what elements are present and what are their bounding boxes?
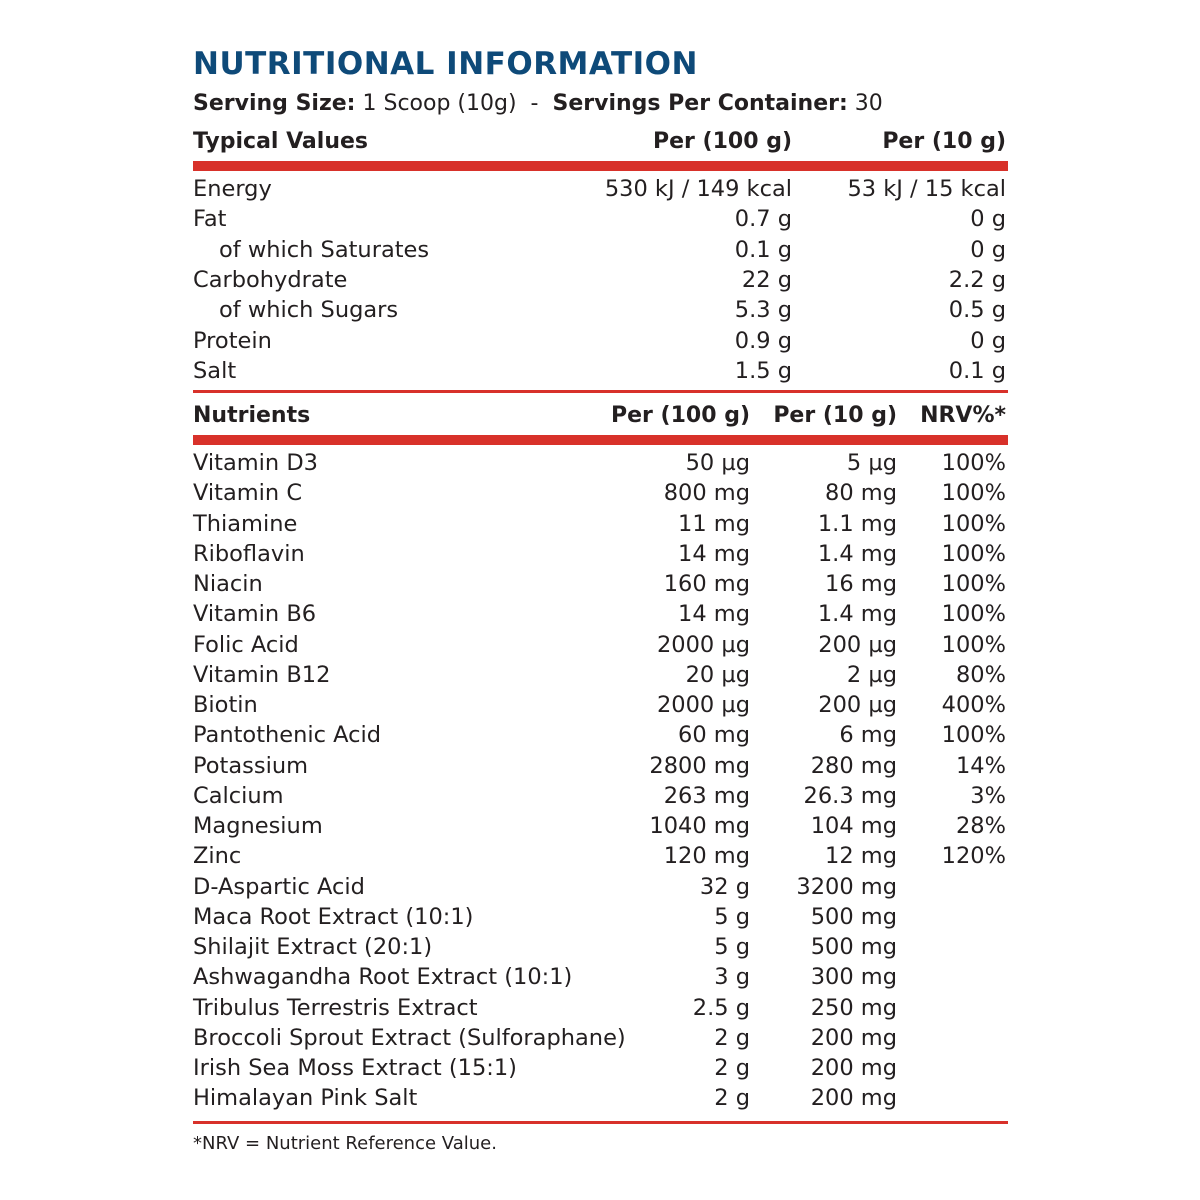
nrv-percent: 14% [955, 752, 1006, 779]
value-per-10g: 53 kJ / 15 kcal [847, 176, 1006, 202]
table-row [193, 237, 1008, 267]
table-row [193, 904, 1008, 934]
nrv-percent: 80% [955, 661, 1006, 688]
nutrients-per10-header: Per (10 g) [773, 403, 897, 428]
nutrient-name: Protein [193, 327, 272, 354]
value-per-100g: 1040 mg [649, 813, 750, 839]
value-per-10g: 200 µg [818, 631, 897, 658]
value-per-10g: 0 g [970, 236, 1006, 263]
nutrient-name: of which Saturates [219, 236, 430, 263]
value-per-100g: 14 mg [678, 540, 750, 567]
serving-size-value: 1 Scoop (10g) [362, 91, 517, 116]
nrv-percent: 100% [941, 480, 1006, 507]
table-row [193, 662, 1008, 692]
nutrient-name: Thiamine [193, 510, 298, 537]
value-per-10g: 2 µg [846, 661, 897, 688]
nrv-percent: 3% [970, 782, 1006, 809]
nrv-percent: 100% [941, 722, 1006, 749]
value-per-10g: 12 mg [825, 843, 897, 870]
value-per-100g: 11 mg [678, 510, 750, 537]
value-per-10g: 200 mg [810, 1085, 897, 1112]
nrv-percent: 100% [941, 631, 1006, 658]
nutrient-name: Vitamin B12 [193, 661, 331, 688]
nrv-percent: 120% [941, 843, 1006, 870]
value-per-100g: 50 µg [685, 450, 750, 476]
value-per-10g: 26.3 mg [803, 782, 897, 809]
value-per-10g: 6 mg [839, 722, 897, 749]
nutrient-name: Folic Acid [193, 631, 299, 658]
footnote: *NRV = Nutrient Reference Value. [193, 1133, 497, 1154]
value-per-100g: 2000 µg [656, 631, 750, 658]
value-per-10g: 2.2 g [948, 266, 1006, 293]
nutrient-name: Broccoli Sprout Extract (Sulforaphane) [193, 1024, 626, 1051]
value-per-100g: 2 g [714, 1085, 750, 1112]
value-per-100g: 2 g [714, 1024, 750, 1051]
nutrient-name: Niacin [193, 571, 263, 597]
divider-rule [193, 161, 1008, 171]
table-row [193, 328, 1008, 358]
table-row [193, 511, 1008, 541]
nrv-percent: 28% [955, 813, 1006, 839]
table-row [193, 267, 1008, 297]
value-per-10g: 1.4 mg [817, 601, 897, 628]
nutrient-name: Salt [193, 357, 237, 384]
table-row [193, 843, 1008, 873]
value-per-100g: 0.9 g [734, 327, 792, 354]
value-per-100g: 120 mg [663, 843, 750, 870]
nutrient-name: Vitamin C [193, 480, 303, 507]
nutrient-name: of which Sugars [219, 297, 399, 324]
nutrient-name: Vitamin D3 [193, 450, 318, 476]
table-row [193, 206, 1008, 236]
table-row [193, 601, 1008, 631]
value-per-100g: 263 mg [663, 782, 750, 809]
value-per-10g: 200 mg [810, 1024, 897, 1051]
nutrients-header: Nutrients [193, 403, 311, 428]
value-per-10g: 3200 mg [796, 873, 897, 900]
value-per-100g: 32 g [699, 873, 750, 900]
page-title: NUTRITIONAL INFORMATION [193, 46, 698, 82]
value-per-10g: 500 mg [810, 934, 897, 960]
value-per-100g: 0.7 g [734, 206, 792, 233]
nutrient-name: D-Aspartic Acid [193, 873, 365, 900]
nutrient-name: Energy [193, 176, 272, 202]
table-row [193, 783, 1008, 813]
value-per-100g: 800 mg [663, 480, 750, 507]
value-per-100g: 2 g [714, 1055, 750, 1081]
divider-rule [193, 435, 1008, 445]
nutrients-per100-header: Per (100 g) [611, 403, 750, 428]
nutrient-name: Tribulus Terrestris Extract [193, 994, 478, 1021]
table-row [193, 1055, 1008, 1085]
nrv-percent: 100% [941, 571, 1006, 597]
table-row [193, 297, 1008, 327]
divider-rule [193, 1121, 1008, 1124]
servings-per-container-label: Servings Per Container: [552, 91, 848, 116]
nrv-percent: 100% [941, 601, 1006, 628]
serving-size-label: Serving Size: [193, 91, 356, 116]
value-per-10g: 250 mg [810, 994, 897, 1021]
serving-info [193, 91, 883, 116]
nrv-percent: 100% [941, 450, 1006, 476]
nutrient-name: Magnesium [193, 813, 323, 839]
servings-per-container-value: 30 [854, 91, 883, 116]
value-per-10g: 5 µg [846, 450, 897, 476]
value-per-10g: 1.1 mg [817, 510, 897, 537]
value-per-100g: 5.3 g [734, 297, 792, 324]
nutrients-nrv-header: NRV%* [920, 403, 1006, 428]
typical-values-header: Typical Values [193, 129, 369, 154]
value-per-100g: 5 g [714, 934, 750, 960]
value-per-10g: 500 mg [810, 903, 897, 930]
value-per-10g: 0 g [970, 206, 1006, 233]
value-per-10g: 300 mg [810, 964, 897, 991]
value-per-100g: 160 mg [663, 571, 750, 597]
nutrient-name: Fat [193, 206, 227, 233]
value-per-10g: 16 mg [825, 571, 897, 597]
nutrient-name: Zinc [193, 843, 242, 870]
value-per-100g: 22 g [741, 266, 792, 293]
value-per-100g: 0.1 g [734, 236, 792, 263]
value-per-100g: 2000 µg [656, 692, 750, 718]
nutrient-name: Maca Root Extract (10:1) [193, 903, 474, 930]
nutrient-name: Biotin [193, 692, 258, 718]
table-row [193, 176, 1008, 206]
table-row [193, 480, 1008, 510]
value-per-100g: 2800 mg [649, 752, 750, 779]
nutrient-name: Calcium [193, 782, 284, 809]
nutrient-name: Potassium [193, 752, 309, 779]
table-row [193, 813, 1008, 843]
table-row [193, 934, 1008, 964]
typical-per100-header: Per (100 g) [653, 129, 792, 154]
nutrient-name: Pantothenic Acid [193, 722, 382, 749]
value-per-100g: 5 g [714, 903, 750, 930]
nutrient-name: Ashwagandha Root Extract (10:1) [193, 964, 573, 991]
table-row [193, 632, 1008, 662]
value-per-10g: 80 mg [825, 480, 897, 507]
value-per-10g: 0.5 g [948, 297, 1006, 324]
table-row [193, 450, 1008, 480]
value-per-10g: 200 µg [818, 692, 897, 718]
value-per-10g: 0.1 g [948, 357, 1006, 384]
value-per-100g: 1.5 g [734, 357, 792, 384]
value-per-10g: 0 g [970, 327, 1006, 354]
nutrient-name: Himalayan Pink Salt [193, 1085, 418, 1112]
value-per-100g: 60 mg [678, 722, 750, 749]
typical-per10-header: Per (10 g) [882, 129, 1006, 154]
value-per-100g: 20 µg [685, 661, 750, 688]
value-per-100g: 3 g [714, 964, 750, 991]
value-per-100g: 530 kJ / 149 kcal [604, 176, 792, 202]
nrv-percent: 100% [941, 540, 1006, 567]
table-row [193, 1085, 1008, 1115]
nutrient-name: Carbohydrate [193, 266, 348, 293]
table-row [193, 964, 1008, 994]
table-row [193, 722, 1008, 752]
nrv-percent: 400% [941, 692, 1006, 718]
nrv-percent: 100% [941, 510, 1006, 537]
nutrient-name: Irish Sea Moss Extract (15:1) [193, 1055, 517, 1081]
table-row [193, 1025, 1008, 1055]
value-per-10g: 1.4 mg [817, 540, 897, 567]
divider-rule [193, 390, 1008, 393]
nutrient-name: Vitamin B6 [193, 601, 317, 628]
table-row [193, 995, 1008, 1025]
value-per-10g: 280 mg [810, 752, 897, 779]
table-row [193, 571, 1008, 601]
serving-separator: - [530, 91, 539, 116]
table-row [193, 753, 1008, 783]
value-per-10g: 104 mg [810, 813, 897, 839]
table-row [193, 358, 1008, 388]
table-row [193, 874, 1008, 904]
table-row [193, 541, 1008, 571]
nutrient-name: Riboflavin [193, 540, 305, 567]
table-row [193, 692, 1008, 722]
value-per-100g: 2.5 g [692, 994, 750, 1021]
nutrient-name: Shilajit Extract (20:1) [193, 934, 433, 960]
value-per-100g: 14 mg [678, 601, 750, 628]
value-per-10g: 200 mg [810, 1055, 897, 1081]
